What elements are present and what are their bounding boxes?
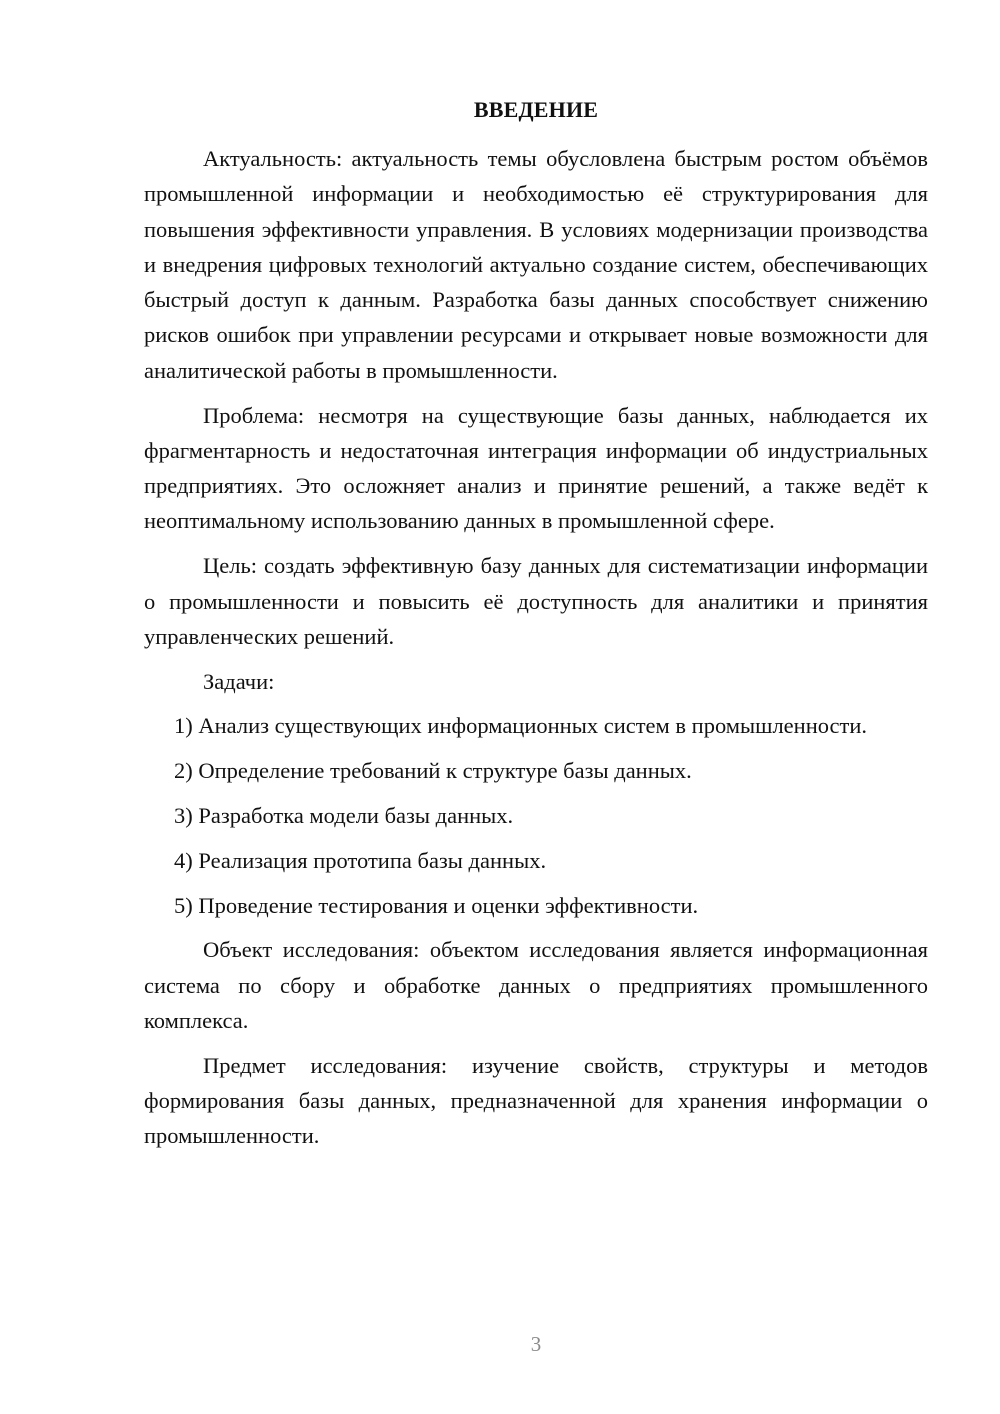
subject-paragraph: Предмет исследования: изучение свойств, структуры и методов формирования базы данных, предназначенной для хранения информации о промышленности.: [144, 1052, 928, 1149]
tasks-label: Задачи:: [203, 668, 275, 694]
task-item-2: 2) Определение требований к структуре базы данных.: [174, 758, 692, 784]
task-item-1: 1) Анализ существующих информационных систем в промышленности.: [174, 713, 868, 739]
page-number: 3: [530, 1332, 542, 1356]
task-item-5: 5) Проведение тестирования и оценки эффективности.: [174, 892, 699, 918]
relevance-paragraph: Актуальность: актуальность темы обусловлена быстрым ростом объёмов промышленной информации и необходимостью её структурирования для повышения эффективности управления. В условиях модернизации производства и внедрения цифровых технологий актуально создание систем, обеспечивающих быстрый доступ к данным. Разработка базы данных способствует снижению рисков ошибок при управлении ресурсами и открывает новые возможности для аналитической работы в промышленности.: [144, 146, 928, 383]
goal-paragraph: Цель: создать эффективную базу данных для систематизации информации о промышленности и повысить её доступность для аналитики и принятия управленческих решений.: [144, 553, 928, 649]
problem-paragraph: Проблема: несмотря на существующие базы данных, наблюдается их фрагментарность и недостаточная интеграция информации об индустриальных предприятиях. Это осложняет анализ и принятие решений, а также ведёт к неоптимальному использованию данных в промышленной сфере.: [144, 402, 928, 534]
body-text: [144, 141, 928, 1163]
task-item-4: 4) Реализация прототипа базы данных.: [174, 847, 547, 873]
section-heading: ВВЕДЕНИЕ: [473, 97, 599, 122]
task-item-3: 3) Разработка модели базы данных.: [174, 803, 514, 829]
object-paragraph: Объект исследования: объектом исследования является информационная система по сбору и обработке данных о предприятиях промышленного комплекса.: [144, 937, 928, 1034]
